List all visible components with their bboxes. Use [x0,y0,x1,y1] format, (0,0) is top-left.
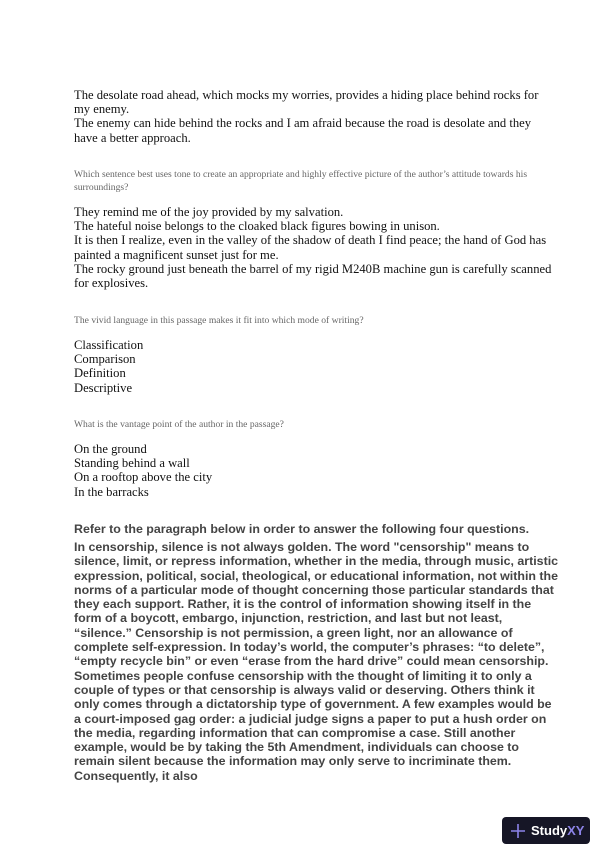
answer-options [74,205,554,290]
answer-option[interactable]: Standing behind a wall [74,456,190,471]
answer-option[interactable]: The enemy can hide behind the rocks and I am afraid because the road is desolate and they have a better approach. [74,116,532,145]
brand-name: Study [531,823,568,838]
answer-option[interactable]: Definition [74,366,126,381]
passage-body: In censorship, silence is not always golden. The word "censorship" means to silence, limit, or repress information, whether in the media, through music, artistic expression, political, social, theological, or educational information, not within the norms of a particular mode of thought concerning those particular standards that they each support. Rather, it is the control of information showing itself in the form of a boycott, embargo, injunction, restriction, and last but not least, “silence.” Censorship is not permission, a green light, nor an allowance of complete self-expression. In today’s world, the computer’s phrases: “to delete”, “empty recycle bin” or even “erase from the hard drive” could mean censorship. Sometimes people confuse censorship with the thought of limiting it to only a couple of types or that censorship is always valid or deserving. Others think it only comes through a dictatorship type of government. A few examples would be a court-imposed gag order: a judicial judge signs a paper to put a hush order on the media, regarding information that can compromise a case. Still another example, would be by taking the 5th Amendment, individuals can choose to remain silent because the information may only serve to incriminate them. Consequently, it also [74,540,559,783]
question-text: The vivid language in this passage makes it fit into which mode of writing? [74,315,364,326]
answer-option[interactable]: The desolate road ahead, which mocks my worries, provides a hiding place behind rocks for my enemy. [74,88,539,117]
brand-name-accent: XY [567,823,585,838]
answer-options [74,442,544,499]
answer-option[interactable]: They remind me of the joy provided by my salvation. [74,205,344,219]
answer-options [74,338,544,395]
answer-option[interactable]: The rocky ground just beneath the barrel of my rigid M240B machine gun is carefully scanned for explosives. [74,261,552,291]
answer-option[interactable]: Comparison [74,352,136,367]
question-text: Which sentence best uses tone to create an appropriate and highly effective picture of the author’s attitude towards his surroundings? [74,169,528,194]
answer-option[interactable]: Descriptive [74,380,133,395]
answer-option[interactable]: Classification [74,338,144,352]
answer-option[interactable]: In the barracks [74,484,149,499]
answer-option[interactable]: On a rooftop above the city [74,470,213,485]
answer-option[interactable]: It is then I realize, even in the valley of the shadow of death I find peace; the hand of God has painted a magnificent sunset just for me. [74,233,547,262]
previous-answer-options [74,88,544,145]
answer-option[interactable]: The hateful noise belongs to the cloaked black figures bowing in unison. [74,219,440,234]
plus-icon [510,823,526,839]
question-text: What is the vantage point of the author in the passage? [74,419,284,430]
answer-option[interactable]: On the ground [74,442,147,456]
passage-heading: Refer to the paragraph below in order to answer the following four questions. [74,522,530,536]
studyxy-logo-badge[interactable] [502,817,590,844]
